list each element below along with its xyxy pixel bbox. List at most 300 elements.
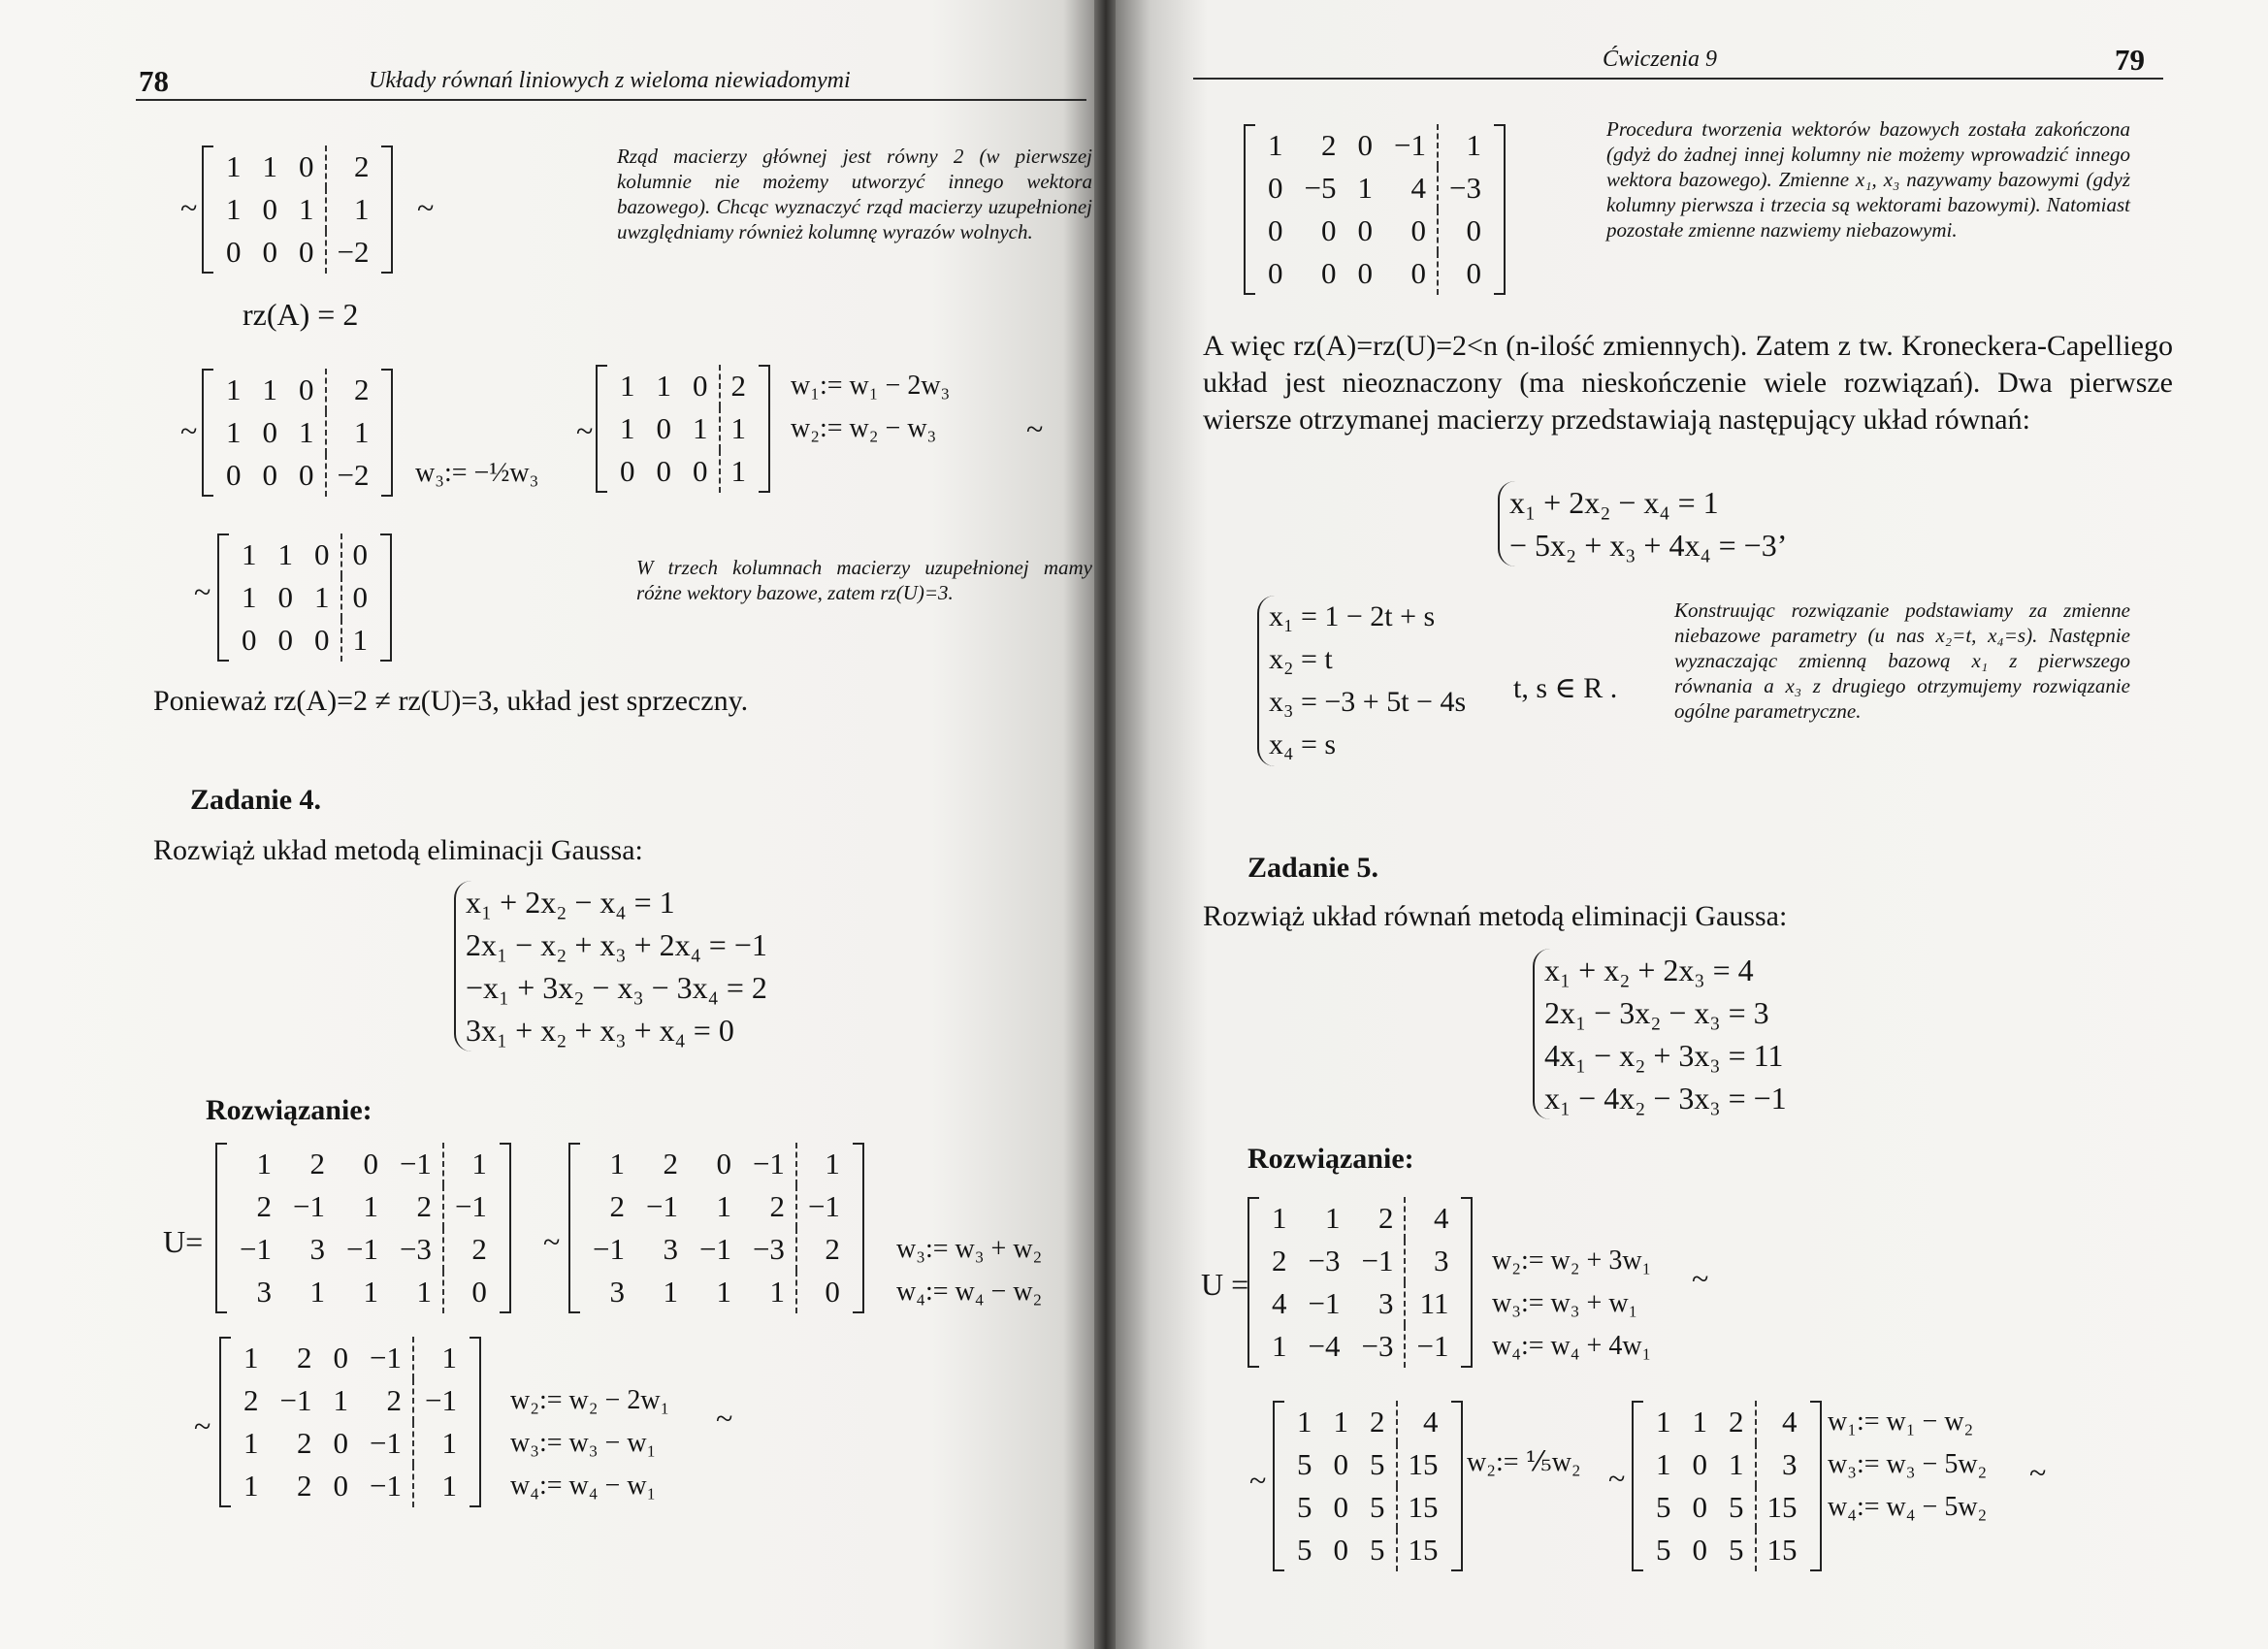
equation: x₂ = t xyxy=(1269,643,1333,675)
matrix-label: U= xyxy=(163,1224,204,1259)
matrix-cell: −1 xyxy=(240,1232,272,1266)
matrix-cell: 2 xyxy=(663,1147,678,1180)
matrix-cell: 4 xyxy=(1423,1405,1439,1439)
matrix-row xyxy=(233,1379,468,1422)
matrix-cell: 3 xyxy=(1782,1447,1798,1481)
matrix-cell: −1 xyxy=(359,1465,413,1507)
matrix-cell: 1 xyxy=(226,192,242,226)
matrix-cell: 1 xyxy=(333,1383,348,1417)
row-operation: w₂:= ⅕w₂ xyxy=(1467,1447,1581,1477)
matrix-cell: −1 xyxy=(389,1143,443,1185)
matrix-body xyxy=(1261,1197,1459,1368)
row-operation: w₂:= w₂ + 3w₁ xyxy=(1492,1245,1652,1276)
right-bracket xyxy=(759,365,770,493)
matrix-cell: 2 xyxy=(359,1379,413,1422)
matrix-cell: 0 xyxy=(1466,213,1481,247)
matrix-cell: 0 xyxy=(304,534,341,576)
left-bracket xyxy=(1244,124,1255,295)
matrix-cell: 2 xyxy=(609,1189,625,1223)
tilde: ~ xyxy=(1249,1463,1267,1498)
matrix-cell: 1 xyxy=(309,1275,325,1309)
matrix-row xyxy=(229,1143,498,1185)
matrix-row xyxy=(1286,1529,1449,1571)
left-bracket xyxy=(219,1337,231,1507)
row-operation: w₃:= w₃ − w₁ xyxy=(510,1428,657,1458)
task-heading: Zadanie 4. xyxy=(190,784,322,816)
matrix-cell: 15 xyxy=(1766,1490,1798,1524)
matrix-row xyxy=(215,231,379,274)
matrix xyxy=(231,534,378,662)
equation: −x₁ + 3x₂ − x₃ − 3x₄ = 2 xyxy=(466,970,767,1005)
row-operations xyxy=(1492,1240,1651,1368)
page-number: 79 xyxy=(2115,43,2145,77)
matrix-cell: 0 xyxy=(288,454,326,497)
matrix-cell: −3 xyxy=(1308,1244,1341,1277)
matrix xyxy=(215,146,379,274)
matrix xyxy=(1261,1197,1459,1368)
matrix-cell: 0 xyxy=(262,415,277,449)
matrix-body xyxy=(233,1337,468,1507)
matrix-cell: 0 xyxy=(352,537,368,571)
matrix-cell: 1 xyxy=(243,1341,259,1374)
matrix-cell: 0 xyxy=(277,623,293,657)
matrix-row xyxy=(229,1271,498,1313)
matrix-cell: 1 xyxy=(1692,1405,1707,1439)
matrix-cell: 3 xyxy=(663,1232,678,1266)
tilde: ~ xyxy=(1026,411,1044,446)
matrix-cell: 1 xyxy=(1324,1201,1341,1235)
matrix-cell: −2 xyxy=(337,235,370,269)
matrix-cell: 2 xyxy=(1272,1244,1287,1277)
matrix-row xyxy=(1645,1529,1808,1571)
matrix-cell: 2 xyxy=(730,369,746,403)
matrix-cell: −1 xyxy=(1350,1240,1405,1282)
matrix-cell: 1 xyxy=(262,372,277,406)
matrix-cell: 0 xyxy=(656,411,671,445)
book-gutter xyxy=(1094,0,1118,1649)
left-bracket xyxy=(215,1143,227,1313)
matrix-cell: 1 xyxy=(352,623,368,657)
matrix-cell: 1 xyxy=(441,1341,457,1374)
matrix-cell: 0 xyxy=(471,1275,487,1309)
matrix-row xyxy=(609,450,757,493)
matrix-cell: 0 xyxy=(333,1426,348,1460)
right-bracket xyxy=(470,1337,481,1507)
matrix-cell: 0 xyxy=(288,369,326,411)
row-operation: w₃:= w₃ + w₁ xyxy=(1492,1288,1638,1318)
matrix-row xyxy=(1257,124,1492,167)
matrix-cell: 1 xyxy=(1333,1405,1348,1439)
page-number: 78 xyxy=(139,64,169,98)
matrix-cell: 0 xyxy=(226,235,242,269)
matrix-cell: 2 xyxy=(389,1185,443,1228)
matrix-row xyxy=(1257,167,1492,210)
matrix-cell: 2 xyxy=(353,149,370,183)
right-bracket xyxy=(500,1143,511,1313)
matrix-cell: 0 xyxy=(1268,171,1283,205)
matrix-cell: 0 xyxy=(352,580,368,614)
matrix-cell: −1 xyxy=(292,1189,325,1223)
matrix-cell: 1 xyxy=(363,1275,378,1309)
matrix-cell: 1 xyxy=(226,372,242,406)
matrix-body xyxy=(1286,1401,1449,1571)
matrix-cell: 1 xyxy=(609,1147,625,1180)
matrix-cell: 1 xyxy=(242,537,257,571)
matrix-body xyxy=(1257,124,1492,295)
matrix-cell: 5 xyxy=(1656,1533,1671,1567)
matrix-row xyxy=(215,369,379,411)
equation: 4x₁ − x₂ + 3x₃ = 11 xyxy=(1544,1038,1784,1073)
equation: x₁ + x₂ + 2x₃ = 4 xyxy=(1544,953,1754,987)
matrix-row xyxy=(229,1185,498,1228)
matrix-cell: 1 xyxy=(730,454,746,488)
equation: x₃ = −3 + 5t − 4s xyxy=(1269,686,1467,718)
matrix-row xyxy=(215,188,379,231)
right-bracket xyxy=(1810,1401,1822,1571)
matrix-cell: 0 xyxy=(288,231,326,274)
matrix-cell: −1 xyxy=(424,1383,457,1417)
matrix xyxy=(1286,1401,1449,1571)
matrix-cell: 1 xyxy=(226,415,242,449)
matrix-cell: 5 xyxy=(1718,1529,1756,1571)
matrix-row xyxy=(215,146,379,188)
matrix-cell: −1 xyxy=(645,1189,678,1223)
matrix-cell: 3 xyxy=(1433,1244,1449,1277)
right-bracket xyxy=(381,146,393,274)
matrix-row xyxy=(1261,1197,1459,1240)
matrix-cell: 0 xyxy=(1333,1490,1348,1524)
row-operation: w₄:= w₄ − 5w₂ xyxy=(1828,1492,1988,1522)
matrix-cell: 0 xyxy=(1357,256,1373,290)
row-operation: w₄:= w₄ − w₁ xyxy=(510,1471,657,1501)
right-bracket xyxy=(853,1143,864,1313)
tilde: ~ xyxy=(417,190,435,225)
matrix-row xyxy=(1257,210,1492,252)
matrix-cell: 1 xyxy=(1297,1405,1312,1439)
matrix-cell: 5 xyxy=(1718,1486,1756,1529)
side-note: W trzech kolumnach macierzy uzupełnionej mamy różne wektory bazowe, zatem rz(U)=3. xyxy=(636,556,1092,604)
matrix-cell: 1 xyxy=(226,149,242,183)
matrix-row xyxy=(229,1228,498,1271)
matrix-cell: 0 xyxy=(1333,1447,1348,1481)
row-operation: w₃:= w₃ + w₂ xyxy=(896,1234,1043,1264)
matrix-row xyxy=(231,576,378,619)
matrix-row xyxy=(1257,252,1492,295)
tilde: ~ xyxy=(543,1224,561,1259)
tilde: ~ xyxy=(2029,1455,2047,1490)
matrix-cell: −2 xyxy=(337,458,370,492)
row-operation: w₄:= w₄ + 4w₁ xyxy=(1492,1331,1652,1361)
matrix-cell: −3 xyxy=(1448,171,1481,205)
matrix-cell: 3 xyxy=(256,1275,272,1309)
matrix-row xyxy=(1286,1486,1449,1529)
matrix-row xyxy=(1645,1401,1808,1443)
left-bracket xyxy=(217,534,229,662)
matrix-cell: 1 xyxy=(242,580,257,614)
matrix-body xyxy=(231,534,378,662)
matrix-cell: 5 xyxy=(1297,1447,1312,1481)
matrix-cell: 0 xyxy=(333,1469,348,1503)
matrix-cell: 2 xyxy=(1718,1401,1756,1443)
matrix-cell: −4 xyxy=(1308,1329,1341,1363)
row-operations xyxy=(1828,1401,1987,1529)
matrix-cell: 1 xyxy=(1272,1201,1287,1235)
matrix-cell: 4 xyxy=(1433,1201,1449,1235)
matrix-row xyxy=(1261,1240,1459,1282)
matrix-cell: 0 xyxy=(1357,213,1373,247)
matrix-row xyxy=(233,1422,468,1465)
conclusion: Ponieważ rz(A)=2 ≠ rz(U)=3, układ jest sprzeczny. xyxy=(153,685,749,717)
left-bracket xyxy=(202,369,213,497)
equation: 3x₁ + x₂ + x₃ + x₄ = 0 xyxy=(466,1013,734,1048)
matrix-cell: −1 xyxy=(359,1337,413,1379)
matrix-cell: 0 xyxy=(1692,1490,1707,1524)
paragraph: A więc rz(A)=rz(U)=2<n (n-ilość zmiennych). Zatem z tw. Kroneckera-Capelliego układ jest nieoznaczony (ma nieskończenie wiele rozwiązań). Dwa pierwsze wiersze otrzymanej macierzy przedstawiają następujący układ równań: xyxy=(1203,330,2173,436)
matrix-cell: −5 xyxy=(1304,171,1337,205)
matrix-cell: 1 xyxy=(441,1426,457,1460)
matrix-cell: 0 xyxy=(1383,210,1438,252)
equation: x₄ = s xyxy=(1269,728,1337,760)
matrix-cell: −1 xyxy=(1416,1329,1449,1363)
matrix-cell: 0 xyxy=(1692,1533,1707,1567)
matrix-cell: 2 xyxy=(1350,1197,1405,1240)
matrix-cell: 1 xyxy=(441,1469,457,1503)
matrix-cell: 1 xyxy=(742,1271,796,1313)
left-bracket xyxy=(1273,1401,1284,1571)
matrix-cell: 0 xyxy=(716,1147,731,1180)
matrix-cell: 15 xyxy=(1766,1533,1798,1567)
matrix-cell: −3 xyxy=(389,1228,443,1271)
matrix-cell: 5 xyxy=(1359,1529,1397,1571)
equation-system xyxy=(1533,949,1787,1119)
matrix-cell: 1 xyxy=(243,1469,259,1503)
matrix-cell: 3 xyxy=(1350,1282,1405,1325)
matrix-cell: 0 xyxy=(262,458,277,492)
matrix-cell: 0 xyxy=(304,619,341,662)
matrix-row xyxy=(233,1337,468,1379)
matrix-cell: 1 xyxy=(288,411,326,454)
matrix-cell: 5 xyxy=(1297,1533,1312,1567)
matrix-row xyxy=(231,619,378,662)
matrix-cell: −1 xyxy=(698,1232,731,1266)
matrix xyxy=(609,365,757,493)
matrix-cell: 2 xyxy=(742,1185,796,1228)
matrix-cell: 2 xyxy=(296,1469,312,1503)
matrix-cell: 3 xyxy=(609,1275,625,1309)
matrix-row xyxy=(1645,1486,1808,1529)
matrix-cell: 1 xyxy=(663,1275,678,1309)
matrix-cell: 0 xyxy=(825,1275,840,1309)
matrix-cell: 1 xyxy=(389,1271,443,1313)
matrix-row xyxy=(215,454,379,497)
matrix xyxy=(582,1143,851,1313)
row-operations xyxy=(791,365,950,450)
equation: 2x₁ − 3x₂ − x₃ = 3 xyxy=(1544,995,1769,1030)
matrix-body xyxy=(609,365,757,493)
left-page xyxy=(0,0,1096,1649)
matrix-cell: 5 xyxy=(1359,1486,1397,1529)
tilde: ~ xyxy=(576,413,594,448)
header-rule xyxy=(1193,78,2163,80)
matrix-cell: 1 xyxy=(1718,1443,1756,1486)
matrix-cell: −1 xyxy=(454,1189,487,1223)
left-bracket xyxy=(1632,1401,1643,1571)
matrix-cell: 1 xyxy=(620,369,635,403)
matrix xyxy=(229,1143,498,1313)
matrix-cell: −1 xyxy=(345,1232,378,1266)
tilde: ~ xyxy=(1608,1461,1626,1496)
matrix-cell: −1 xyxy=(359,1422,413,1465)
parameter-domain: t, s ∈ R . xyxy=(1513,672,1618,704)
matrix-row xyxy=(231,534,378,576)
matrix-cell: −1 xyxy=(279,1383,312,1417)
matrix-cell: 0 xyxy=(363,1147,378,1180)
task-text: Rozwiąż układ równań metodą eliminacji Gaussa: xyxy=(1203,900,1788,932)
left-bracket xyxy=(1247,1197,1259,1368)
matrix-cell: −1 xyxy=(593,1232,625,1266)
equation: x₁ + 2x₂ − x₄ = 1 xyxy=(466,885,675,920)
matrix-cell: 2 xyxy=(243,1383,259,1417)
matrix-body xyxy=(215,369,379,497)
matrix-row xyxy=(1261,1282,1459,1325)
matrix-cell: 4 xyxy=(1383,167,1438,210)
matrix-body xyxy=(215,146,379,274)
matrix-cell: 1 xyxy=(716,1275,731,1309)
right-bracket xyxy=(1451,1401,1463,1571)
matrix xyxy=(215,369,379,497)
matrix-row xyxy=(609,407,757,450)
right-bracket xyxy=(1494,124,1506,295)
row-operation: w₂:= w₂ − w₃ xyxy=(791,413,937,443)
matrix-cell: 15 xyxy=(1408,1533,1439,1567)
matrix-cell: 1 xyxy=(353,192,370,226)
matrix-row xyxy=(1645,1443,1808,1486)
side-note: Procedura tworzenia wektorów bazowych została zakończona (gdyż do żadnej innej kolumny nie możemy wprowadzić innego wektora bazowego). Zmienne x₁, x₃ nazywamy bazowymi (gdyż kolumny pierwsza i trzecia są wektorami bazowymi). Natomiast pozostałe zmienne nazwiemy niebazowymi. xyxy=(1606,117,2130,242)
left-bracket xyxy=(568,1143,580,1313)
matrix-cell: 2 xyxy=(1359,1401,1397,1443)
right-page xyxy=(1116,0,2268,1649)
row-operation: w₂:= w₂ − 2w₁ xyxy=(510,1385,670,1415)
matrix-cell: −1 xyxy=(742,1143,796,1185)
matrix-cell: 2 xyxy=(296,1426,312,1460)
matrix-cell: 0 xyxy=(656,454,671,488)
matrix-cell: 1 xyxy=(656,369,671,403)
running-title: Układy równań liniowych z wieloma niewiadomymi xyxy=(369,68,851,93)
matrix-cell: −3 xyxy=(1350,1325,1405,1368)
matrix-cell: 1 xyxy=(277,537,293,571)
matrix-cell: 2 xyxy=(296,1341,312,1374)
matrix-row xyxy=(609,365,757,407)
matrix-row xyxy=(1261,1325,1459,1368)
side-note: Konstruując rozwiązanie podstawiamy za zmienne niebazowe parametry (u nas x₂=t, x₄=s). Następnie wyznaczając zmienną bazową x₁ z pierwszego równania a x₃ z drugiego otrzymujemy rozwiązanie ogólne parametryczne. xyxy=(1674,598,2130,723)
row-operation: w₁:= w₁ − 2w₃ xyxy=(791,371,951,401)
row-operation: w₄:= w₄ − w₂ xyxy=(896,1277,1043,1307)
matrix-cell: 1 xyxy=(825,1147,840,1180)
matrix-cell: 2 xyxy=(256,1189,272,1223)
matrix-row xyxy=(582,1228,851,1271)
matrix-cell: 0 xyxy=(1268,256,1283,290)
matrix-cell: 1 xyxy=(353,415,370,449)
matrix-cell: 0 xyxy=(1383,252,1438,295)
matrix-cell: 1 xyxy=(256,1147,272,1180)
task-text: Rozwiąż układ metodą eliminacji Gaussa: xyxy=(153,834,643,866)
matrix-cell: 0 xyxy=(1333,1533,1348,1567)
equation: − 5x₂ + x₃ + 4x₄ = −3’ xyxy=(1509,528,1788,563)
matrix-cell: 0 xyxy=(1357,128,1373,162)
matrix-row xyxy=(582,1185,851,1228)
matrix-cell: 2 xyxy=(471,1232,487,1266)
matrix-cell: 0 xyxy=(226,458,242,492)
tilde: ~ xyxy=(180,190,198,225)
tilde: ~ xyxy=(716,1401,733,1436)
matrix-cell: 2 xyxy=(353,372,370,406)
matrix-cell: 15 xyxy=(1408,1447,1439,1481)
equation: x₁ − 4x₂ − 3x₃ = −1 xyxy=(1544,1081,1787,1116)
matrix-cell: 1 xyxy=(243,1426,259,1460)
matrix-cell: −1 xyxy=(1383,124,1438,167)
matrix-cell: 1 xyxy=(262,149,277,183)
parametric-solution xyxy=(1257,596,1466,766)
matrix-cell: 0 xyxy=(1466,256,1481,290)
right-bracket xyxy=(1461,1197,1473,1368)
task-heading: Zadanie 5. xyxy=(1247,852,1379,884)
row-operations xyxy=(510,1379,669,1507)
matrix-cell: 0 xyxy=(1320,213,1337,247)
header-rule xyxy=(136,99,1086,101)
matrix-cell: 0 xyxy=(262,235,277,269)
matrix-body xyxy=(582,1143,851,1313)
row-operation: w₃:= −½w₃ xyxy=(415,458,539,488)
row-operation: w₁:= w₁ − w₂ xyxy=(1828,1406,1974,1437)
matrix-cell: 1 xyxy=(716,1189,731,1223)
matrix-cell: 15 xyxy=(1408,1490,1439,1524)
equation: x₁ = 1 − 2t + s xyxy=(1269,600,1436,632)
row-operations xyxy=(896,1228,1042,1313)
matrix-cell: 0 xyxy=(333,1341,348,1374)
matrix-cell: −1 xyxy=(807,1189,840,1223)
matrix-body xyxy=(1645,1401,1808,1571)
equation-system xyxy=(1498,481,1787,566)
matrix-cell: 1 xyxy=(363,1189,378,1223)
matrix-cell: 1 xyxy=(1656,1405,1671,1439)
left-bracket xyxy=(202,146,213,274)
matrix-cell: −3 xyxy=(742,1228,796,1271)
matrix-cell: 2 xyxy=(309,1147,325,1180)
matrix-row xyxy=(215,411,379,454)
matrix-label: U = xyxy=(1201,1267,1249,1302)
matrix xyxy=(1645,1401,1808,1571)
row-operation: w₃:= w₃ − 5w₂ xyxy=(1828,1449,1988,1479)
matrix-cell: 0 xyxy=(1268,213,1283,247)
matrix-cell: 1 xyxy=(1272,1329,1287,1363)
equation-system xyxy=(454,881,767,1051)
tilde: ~ xyxy=(1692,1261,1709,1296)
matrix-cell: 1 xyxy=(682,407,720,450)
matrix-body xyxy=(229,1143,498,1313)
matrix-cell: 0 xyxy=(262,192,277,226)
matrix-cell: 2 xyxy=(825,1232,840,1266)
matrix-cell: 3 xyxy=(309,1232,325,1266)
tilde: ~ xyxy=(180,413,198,448)
matrix-cell: 1 xyxy=(730,411,746,445)
matrix xyxy=(233,1337,468,1507)
side-note: Rząd macierzy głównej jest równy 2 (w pierwszej kolumnie nie możemy utworzyć innego wektora bazowego). Chcąc wyznaczyć rząd macierzy uzupełnionej uwzględniamy również kolumnę wyrazów wolnych. xyxy=(617,145,1092,243)
right-bracket xyxy=(381,369,393,497)
matrix-cell: 0 xyxy=(682,450,720,493)
matrix-cell: 1 xyxy=(620,411,635,445)
matrix-cell: 0 xyxy=(1320,256,1337,290)
matrix-cell: 1 xyxy=(1466,128,1481,162)
